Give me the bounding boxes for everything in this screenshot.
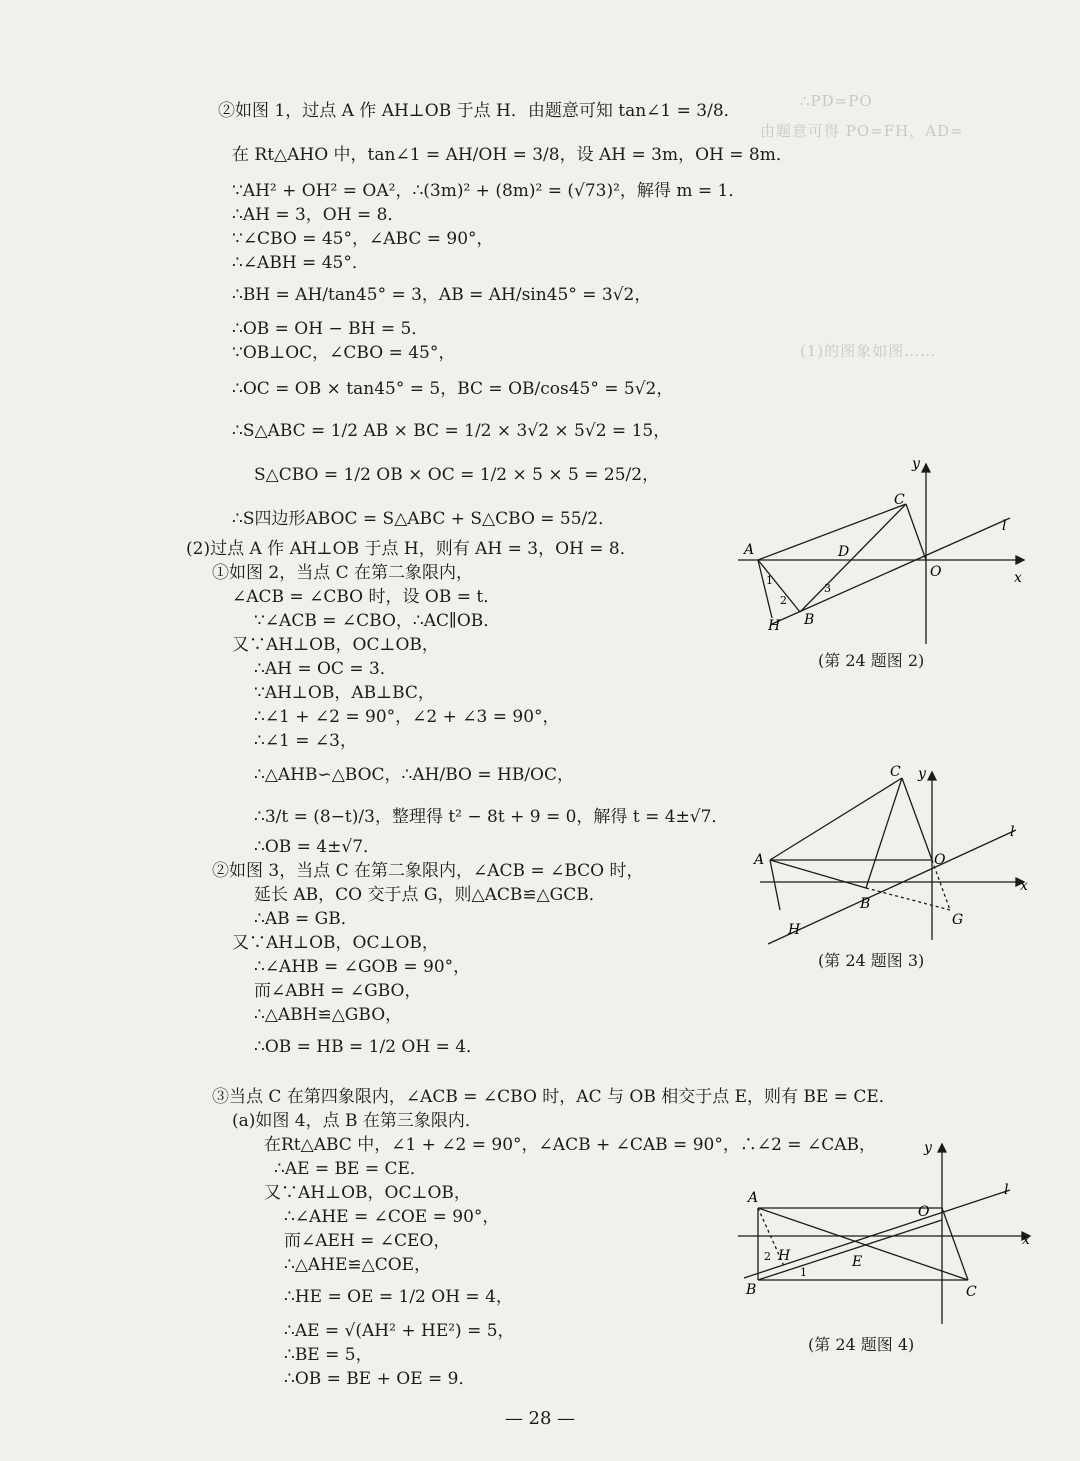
label-x: x bbox=[1020, 878, 1028, 894]
solution-line: ∠ACB = ∠CBO 时，设 OB = t． bbox=[232, 587, 501, 607]
label-O: O bbox=[918, 1204, 930, 1220]
angle-1-label: 1 bbox=[766, 574, 773, 587]
solution-line: ∴BE = 5， bbox=[284, 1345, 373, 1365]
solution-line: ∴△AHE≌△COE， bbox=[284, 1255, 432, 1275]
solution-line: ∴HE = OE = 1/2 OH = 4， bbox=[284, 1287, 513, 1307]
figure-2-caption: (第 24 题图 2) bbox=[818, 651, 925, 670]
solution-line: ∴∠1 + ∠2 = 90°，∠2 + ∠3 = 90°， bbox=[254, 707, 560, 727]
solution-line: S△CBO = 1/2 OB × OC = 1/2 × 5 × 5 = 25/2， bbox=[254, 465, 660, 485]
solution-line: ②如图 3，当点 C 在第二象限内，∠ACB = ∠BCO 时， bbox=[212, 861, 644, 881]
figure-4-diagram bbox=[724, 1136, 1044, 1326]
page-number: — 28 — bbox=[504, 1408, 576, 1429]
solution-line: ∴OB = 4±√7． bbox=[254, 837, 381, 857]
angle-2-label: 2 bbox=[780, 594, 787, 607]
label-A: A bbox=[748, 1190, 759, 1206]
label-y: y bbox=[912, 456, 920, 472]
line-l bbox=[772, 518, 1010, 624]
label-l: l bbox=[1002, 518, 1007, 534]
label-l: l bbox=[1004, 1182, 1009, 1198]
label-A: A bbox=[754, 852, 765, 868]
solution-line: ③当点 C 在第四象限内，∠ACB = ∠CBO 时，AC 与 OB 相交于点 E，则有 BE = CE． bbox=[212, 1087, 896, 1107]
angle-2-label: 2 bbox=[764, 1250, 771, 1263]
label-E: E bbox=[852, 1254, 863, 1270]
label-O: O bbox=[930, 564, 942, 580]
bleed-through-text: ∴PD=PO bbox=[800, 92, 873, 110]
figure-3-caption: (第 24 题图 3) bbox=[818, 951, 925, 970]
figure-2-diagram bbox=[728, 448, 1038, 678]
solution-line: 在Rt△ABC 中，∠1 + ∠2 = 90°，∠ACB + ∠CAB = 90°，∴∠2 = ∠CAB， bbox=[264, 1135, 876, 1155]
angle-1-label: 1 bbox=[800, 1266, 807, 1279]
solution-line: ∴∠AHB = ∠GOB = 90°， bbox=[254, 957, 471, 977]
solution-line: 而∠ABH = ∠GBO， bbox=[254, 981, 422, 1001]
label-B: B bbox=[804, 612, 815, 628]
solution-line: 延长 AB，CO 交于点 G，则△ACB≌△GCB． bbox=[254, 885, 606, 905]
solution-line: ∴OB = BE + OE = 9． bbox=[284, 1369, 476, 1389]
solution-line: ∴AB = GB． bbox=[254, 909, 358, 929]
solution-line: ∴S四边形ABOC = S△ABC + S△CBO = 55/2． bbox=[232, 509, 616, 529]
label-H: H bbox=[768, 618, 781, 634]
solution-line: 又∵AH⊥OB，OC⊥OB， bbox=[264, 1183, 471, 1203]
solution-line: ∴OB = OH − BH = 5． bbox=[232, 319, 429, 339]
label-x: x bbox=[1014, 570, 1022, 586]
label-H: H bbox=[788, 922, 801, 938]
label-C: C bbox=[890, 764, 901, 780]
angle-3-label: 3 bbox=[824, 582, 831, 595]
solution-line: 又∵AH⊥OB，OC⊥OB， bbox=[232, 635, 439, 655]
solution-line: ∴BH = AH/tan45° = 3，AB = AH/sin45° = 3√2， bbox=[232, 285, 652, 305]
solution-line: ∴△AHB∽△BOC，∴AH/BO = HB/OC， bbox=[254, 765, 574, 785]
solution-line: ∴S△ABC = 1/2 AB × BC = 1/2 × 3√2 × 5√2 = 15， bbox=[232, 421, 671, 441]
label-x: x bbox=[1022, 1232, 1030, 1248]
solution-line: ∵∠ACB = ∠CBO，∴AC∥OB． bbox=[254, 611, 501, 631]
solution-line: ∵AH² + OH² = OA²，∴(3m)² + (8m)² = (√73)²，解得 m = 1． bbox=[232, 181, 746, 201]
label-D: D bbox=[838, 544, 850, 560]
solution-line: ∴AE = √(AH² + HE²) = 5， bbox=[284, 1321, 515, 1341]
solution-line: ①如图 2，当点 C 在第二象限内， bbox=[212, 563, 474, 583]
solution-line: (a)如图 4，点 B 在第三象限内． bbox=[232, 1111, 482, 1131]
label-G: G bbox=[952, 912, 964, 928]
label-C: C bbox=[894, 492, 905, 508]
solution-line: ∴AH = 3，OH = 8． bbox=[232, 205, 405, 225]
label-l: l bbox=[1010, 824, 1015, 840]
solution-line: 又∵AH⊥OB，OC⊥OB， bbox=[232, 933, 439, 953]
solution-line: (2)过点 A 作 AH⊥OB 于点 H，则有 AH = 3，OH = 8． bbox=[186, 539, 637, 559]
solution-line: ∵∠CBO = 45°，∠ABC = 90°， bbox=[232, 229, 494, 249]
solution-line: 而∠AEH = ∠CEO， bbox=[284, 1231, 451, 1251]
bleed-through-text: (1)的图象如图…… bbox=[800, 342, 937, 360]
label-A: A bbox=[744, 542, 755, 558]
solution-line: 在 Rt△AHO 中，tan∠1 = AH/OH = 3/8，设 AH = 3m，OH = 8m． bbox=[232, 145, 793, 165]
solution-line: ∵OB⊥OC，∠CBO = 45°， bbox=[232, 343, 456, 363]
solution-line: ∵AH⊥OB，AB⊥BC， bbox=[254, 683, 435, 703]
label-H: H bbox=[778, 1248, 791, 1264]
solution-line: ∴AH = OC = 3． bbox=[254, 659, 397, 679]
line-l bbox=[768, 830, 1016, 944]
label-y: y bbox=[924, 1140, 932, 1156]
solution-line: ∴OB = HB = 1/2 OH = 4． bbox=[254, 1037, 484, 1057]
label-y: y bbox=[918, 766, 926, 782]
solution-line: ∴∠1 = ∠3， bbox=[254, 731, 357, 751]
figure-3-diagram bbox=[740, 760, 1040, 950]
label-B: B bbox=[860, 896, 871, 912]
label-O: O bbox=[934, 852, 946, 868]
solution-line: ②如图 1，过点 A 作 AH⊥OB 于点 H．由题意可知 tan∠1 = 3/8． bbox=[218, 101, 741, 121]
bleed-through-text: 由题意可得 PO=FH，AD= bbox=[760, 122, 964, 140]
solution-line: ∴3/t = (8−t)/3，整理得 t² − 8t + 9 = 0，解得 t = 4±√7． bbox=[254, 807, 729, 827]
label-B: B bbox=[746, 1282, 757, 1298]
solution-line: ∴OC = OB × tan45° = 5，BC = OB/cos45° = 5√2， bbox=[232, 379, 674, 399]
label-C: C bbox=[966, 1284, 977, 1300]
solution-line: ∴△ABH≌△GBO， bbox=[254, 1005, 403, 1025]
solution-line: ∴∠ABH = 45°． bbox=[232, 253, 369, 273]
solution-line: ∴∠AHE = ∠COE = 90°， bbox=[284, 1207, 500, 1227]
solution-line: ∴AE = BE = CE． bbox=[274, 1159, 427, 1179]
figure-4-caption: (第 24 题图 4) bbox=[808, 1335, 915, 1354]
